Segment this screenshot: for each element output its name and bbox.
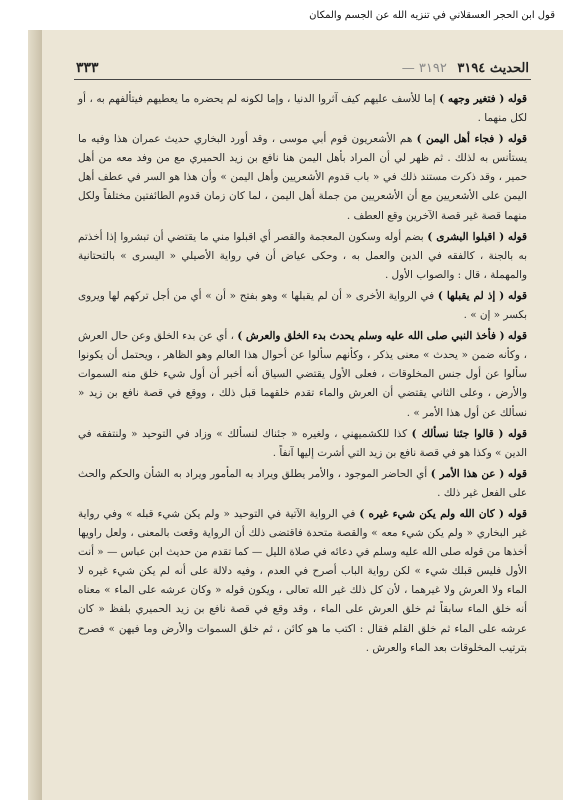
paragraph-label: قوله <box>507 507 527 520</box>
paragraph <box>78 425 527 463</box>
paragraph-quote: ( فأخذ النبي صلى الله عليه وسلم يحدث بدء الخلق والعرش ) <box>237 330 505 343</box>
paragraph-quote: ( إذ لم يقبلها ) <box>437 289 505 302</box>
book-page <box>40 30 563 800</box>
paragraph-quote: ( عن هذا الأمر ) <box>430 467 505 480</box>
paragraph-quote: ( كان الله ولم يكن شيء غيره ) <box>359 507 504 520</box>
paragraph-label: قوله <box>507 230 527 243</box>
paragraph-text: في الرواية الآتية في التوحيد « ولم يكن شيء قبله » وفي رواية غير البخاري « ولم يكن شيء معه » والقصة متحدة فاقتضى ذلك أن الرواية وقعت بالمعنى ، ولعل راويها أخذها من قوله صلى الله عليه وسلم في دعائه في صلاة الليل — كما تقدم من حديث ابن عباس — « أنت الأول فليس قبلك شيء » لكن رواية الباب أصرح في العدم ، وفيه دلالة على أنه لم يكن شيء غيره لا الماء ولا العرش ولا غيرهما ، لأن كل ذلك غير الله تعالى ، ويكون قوله « وكان عرشه على الماء » معناه أنه خلق الماء سابقاً ثم خلق العرش على الماء ، وقد وقع في قصة نافع بن زيد الحميري بلفظ « كان عرشه على الماء ثم خلق القلم فقال : اكتب ما هو كائن ، ثم خلق السموات والأرض وما فيهن » فصرح بترتيب المخلوقات بعد الماء والعرش . <box>78 507 527 654</box>
paragraph-label: قوله <box>507 427 528 440</box>
running-head <box>402 61 529 76</box>
paragraph-text: بضم أوله وسكون المعجمة والقصر أي اقبلوا مني ما يقتضي أن تبشروا إذا أخذتم به بالجنة ، كالفقه في الدين والعمل به ، وحكى عياض أن في رواية الأصيلي « اليسرى » بالتحتانية والمهملة ، قال : والصواب الأول . <box>78 230 527 281</box>
paragraph-text: في الرواية الأخرى « أن لم يقبلها » وهو بفتح « أن » أي من أجل تركهم لها ويروى بكسر « إن » . <box>78 289 527 322</box>
paragraph-text: كذا للكشميهني ، ولغيره « جئناك لنسألك » وزاد في التوحيد « ولنتفقه في الدين » وكذا هو في قصة نافع بن زيد التي أشرت إليها آنفاً . <box>78 427 527 459</box>
page-number: ٣٣٣ <box>76 60 99 76</box>
paragraph-label: قوله <box>507 133 527 146</box>
page-body <box>78 90 527 760</box>
paragraph-quote: ( اقبلوا البشرى ) <box>427 230 505 243</box>
paragraph-label: قوله <box>507 93 527 105</box>
paragraph-text: أي الحاضر الموجود ، والأمر يطلق ويراد به المأمور ويراد به الشأن والحكم والحث على الفعل غير ذلك . <box>78 467 527 499</box>
paragraph <box>78 130 527 225</box>
paragraph <box>78 465 527 503</box>
paragraph-quote: ( فجاء أهل اليمن ) <box>416 133 504 146</box>
paragraph-text: إما للأسف عليهم كيف آثروا الدنيا ، وإما لكونه لم يحضره ما يعطيهم فيتألفهم به ، أو لكل منهما . <box>78 93 527 125</box>
paragraph <box>78 287 527 325</box>
paragraph <box>78 505 527 658</box>
paragraph-label: قوله <box>507 330 527 343</box>
paragraph-label: قوله <box>507 289 528 302</box>
paragraph <box>78 228 527 285</box>
hadith-number: الحديث ٣١٩٤ <box>457 61 529 76</box>
paragraph-text: ، أي عن بدء الخلق وعن حال العرش ، وكأنه ضمن « يحدث » معنى يذكر ، وكأنهم سألوا عن أحوال هذا العالم وهو الظاهر ، ويحتمل أن يكونوا سألوا عن أول جنس المخلوقات ، فعلى الأول يقتضي السياق أنه أخبر أن أول شيء خلق منه السموات والأرض ، وعلى الثاني يقتضي أن العرش والماء تقدم خلقهما قبل ذلك ، ووقع في قصة نافع بن زيد « نسألك عن أول هذا الأمر » . <box>78 330 527 419</box>
paragraph-label: قوله <box>507 467 527 480</box>
paragraph-text: هم الأشعريون قوم أبي موسى ، وقد أورد البخاري حديث عمران هذا وفيه ما يستأنس به لذلك . ثم ظهر لي أن المراد بأهل اليمن هنا نافع بن زيد الحميري مع من وفد معه من أهل حمير ، وقد ذكرت مستند ذلك في « باب قدوم الأشعريين وأهل اليمن » وأن هذا هو السر في عطف أهل اليمن على الأشعريين مع أن الأشعريين من جملة أهل اليمن ، لما كان زمان قدوم الطائفتين مختلفاً ولكل منهما قصة غير قصة الآخرين وقع العطف . <box>78 133 527 222</box>
paragraph-quote: ( قالوا جئنا نسألك ) <box>411 427 504 440</box>
page-header <box>76 56 529 76</box>
paragraph <box>78 90 527 128</box>
header-rule <box>74 79 531 80</box>
image-caption: قول ابن الحجر العسقلاني في تنزيه الله عن الجسم والمكان <box>309 10 555 21</box>
paragraph <box>78 327 527 422</box>
paragraph-quote: ( فتغير وجهه ) <box>439 93 505 105</box>
hadith-range: ٣١٩٢ — <box>401 61 447 76</box>
